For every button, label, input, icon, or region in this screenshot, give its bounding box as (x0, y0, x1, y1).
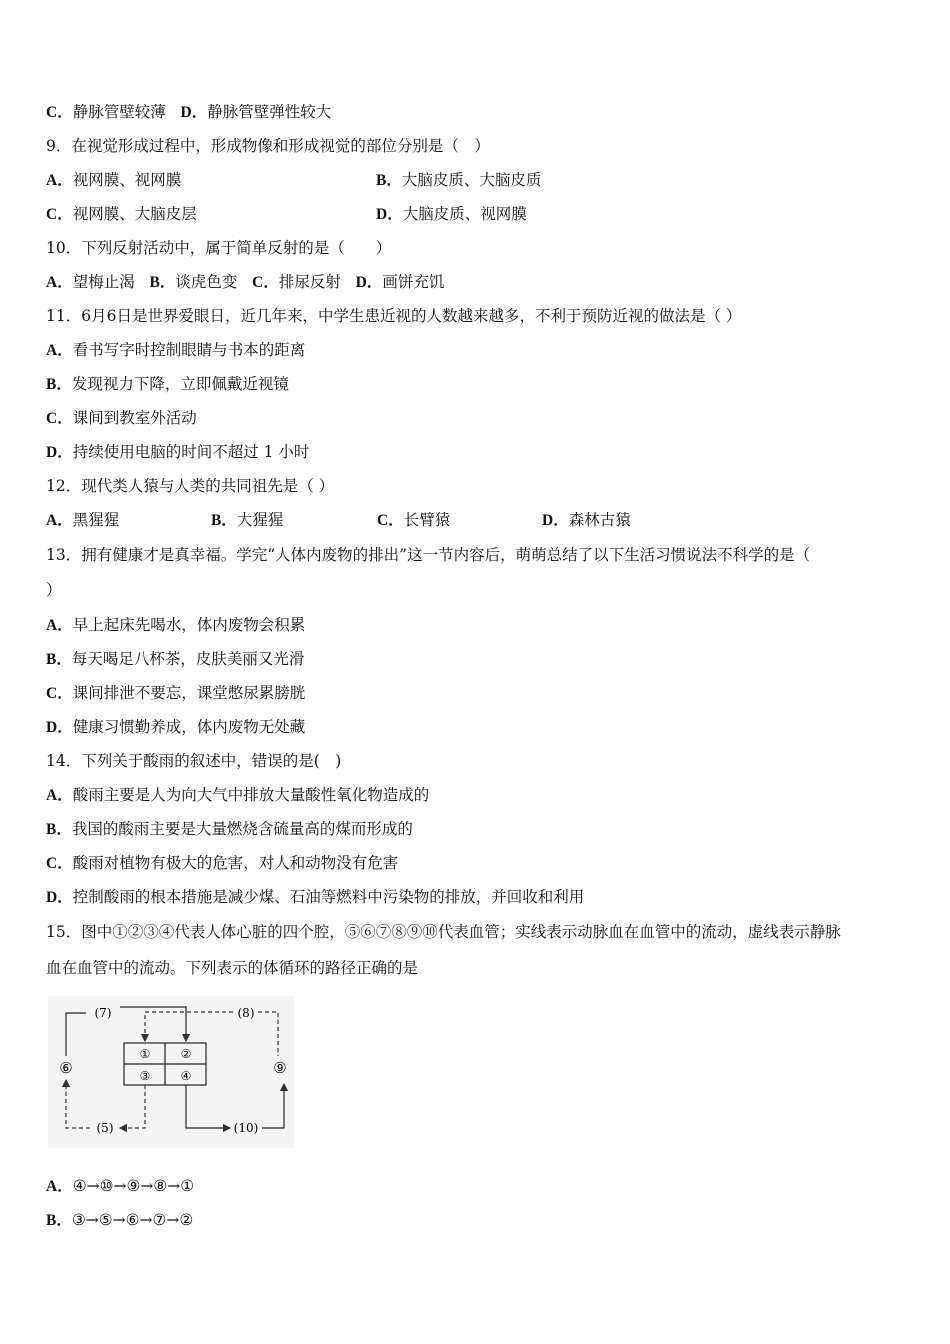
vessel-8-label: (8) (237, 1006, 255, 1020)
q12-option-c: C．长臂猿 (377, 511, 451, 529)
q9-option-c: C．视网膜、大脑皮层 (46, 205, 197, 223)
q15-stem-line1: 15．图中①②③④代表人体心脏的四个腔，⑤⑥⑦⑧⑨⑩代表血管；实线表示动脉血在血管中的流动，虚线表示静脉 (46, 923, 841, 941)
chamber-3-label: ③ (139, 1069, 151, 1083)
q12-option-d: D．森林古猿 (542, 511, 631, 529)
q15-stem-line2: 血在血管中的流动。下列表示的体循环的路径正确的是 (46, 959, 419, 977)
chamber-2-label: ② (180, 1047, 192, 1061)
q14-option-b: B．我国的酸雨主要是大量燃烧含硫量高的煤而形成的 (46, 820, 413, 838)
q15-option-b: B．③→⑤→⑥→⑦→② (46, 1211, 194, 1229)
q8-options-cd: C．静脉管壁较薄 D．静脉管壁弹性较大 (46, 103, 332, 121)
q11-option-b: B．发现视力下降，立即佩戴近视镜 (46, 375, 289, 393)
vessel-10-label: (10) (233, 1121, 259, 1135)
q10-stem: 10．下列反射活动中，属于简单反射的是（ ） (46, 239, 392, 257)
heart-circulation-diagram (48, 996, 294, 1148)
q11-option-a: A．看书写字时控制眼睛与书本的距离 (46, 341, 306, 359)
q9-option-b: B．大脑皮质、大脑皮质 (376, 171, 542, 189)
q13-option-d: D．健康习惯勤养成，体内废物无处藏 (46, 718, 306, 736)
q13-stem-line2: ） (46, 581, 62, 599)
vessel-5-label: (5) (96, 1121, 114, 1135)
q12-option-a: A．黑猩猩 (46, 511, 120, 529)
q15-option-a: A．④→⑩→⑨→⑧→① (46, 1177, 195, 1195)
q13-stem-line1: 13．拥有健康才是真幸福。学完“人体内废物的排出”这一节内容后，萌萌总结了以下生活习惯说法不科学的是（ (46, 546, 811, 564)
q12-stem: 12．现代类人猿与人类的共同祖先是（ ） (46, 477, 335, 495)
q9-stem: 9．在视觉形成过程中，形成物像和形成视觉的部位分别是（ ） (46, 137, 490, 155)
chamber-1-label: ① (139, 1047, 151, 1061)
vessel-6-label: ⑥ (59, 1059, 73, 1077)
vessel-7-label: (7) (94, 1006, 112, 1020)
q9-option-d: D．大脑皮质、视网膜 (376, 205, 527, 223)
q13-option-b: B．每天喝足八杯茶，皮肤美丽又光滑 (46, 650, 305, 668)
q12-option-b: B．大猩猩 (211, 511, 284, 529)
q11-option-d: D．持续使用电脑的时间不超过 1 小时 (46, 443, 310, 461)
q14-option-d: D．控制酸雨的根本措施是减少煤、石油等燃料中污染物的排放，并回收和利用 (46, 888, 585, 906)
q14-option-a: A．酸雨主要是人为向大气中排放大量酸性氧化物造成的 (46, 786, 430, 804)
vessel-9-label: ⑨ (273, 1059, 287, 1077)
q10-options: A．望梅止渴 B．谈虎色变 C．排尿反射 D．画饼充饥 (46, 273, 445, 291)
q11-option-c: C．课间到教室外活动 (46, 409, 197, 427)
q11-stem: 11．6月6日是世界爱眼日，近几年来，中学生患近视的人数越来越多，不利于预防近视的做法是（ ） (46, 307, 742, 325)
chamber-4-label: ④ (180, 1069, 192, 1083)
q14-option-c: C．酸雨对植物有极大的危害，对人和动物没有危害 (46, 854, 399, 872)
q13-option-c: C．课间排泄不要忘，课堂憋尿累膀胱 (46, 684, 306, 702)
q9-option-a: A．视网膜、视网膜 (46, 171, 182, 189)
q13-option-a: A．早上起床先喝水，体内废物会积累 (46, 616, 306, 634)
q14-stem: 14．下列关于酸雨的叙述中，错误的是( ) (46, 752, 342, 770)
